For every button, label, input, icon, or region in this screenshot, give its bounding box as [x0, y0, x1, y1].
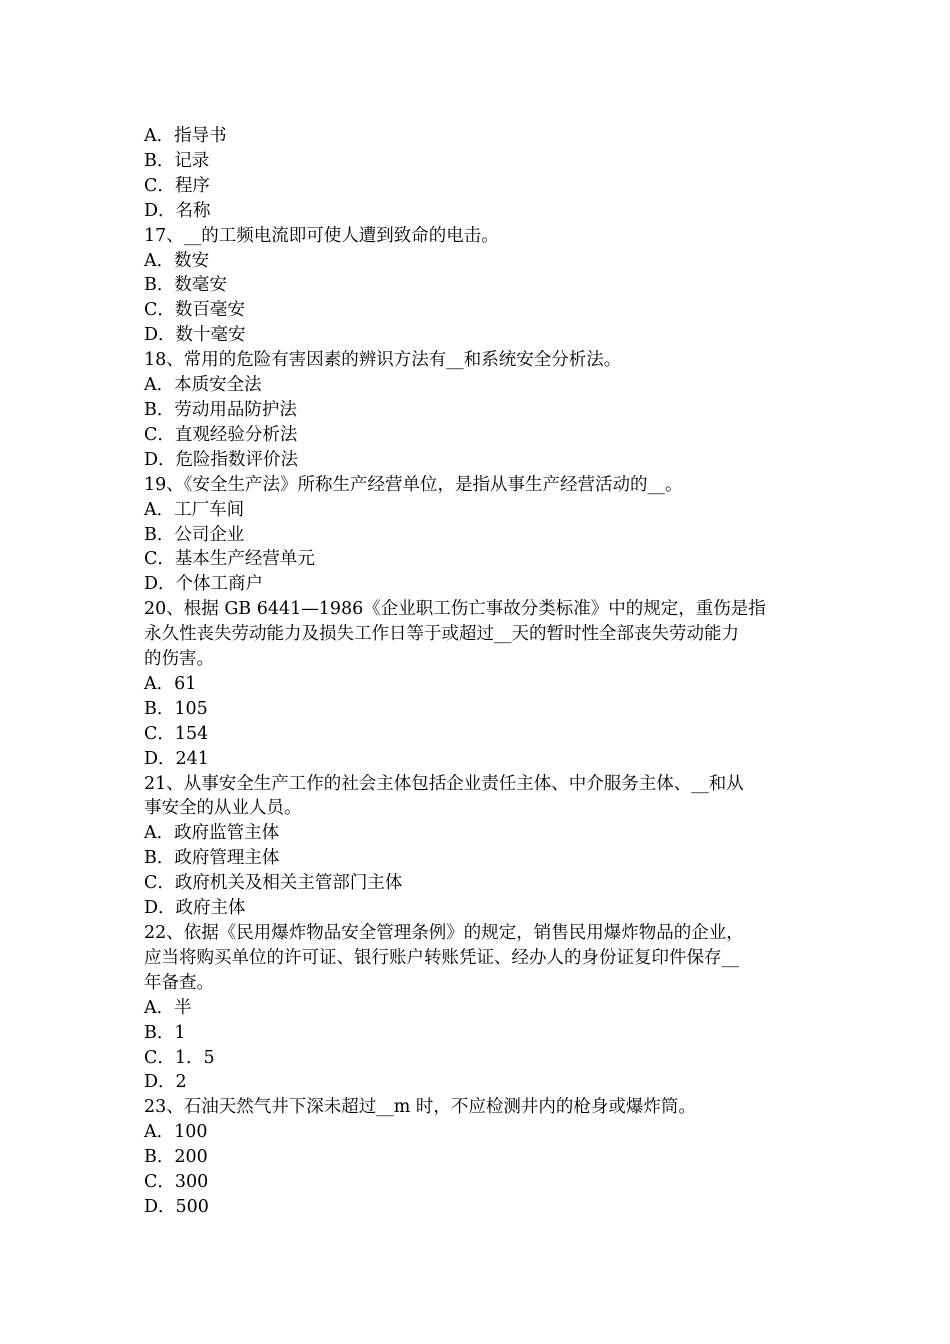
- text-line: D．危险指数评价法: [144, 449, 299, 470]
- text-line: C．政府机关及相关主管部门主体: [144, 873, 403, 894]
- text-line: C．基本生产经营单元: [144, 549, 315, 570]
- text-line: B．记录: [144, 150, 210, 171]
- text-line: 年备查。: [144, 972, 214, 993]
- text-line: C．程序: [144, 175, 210, 196]
- text-line: B．200: [144, 1147, 208, 1168]
- text-line: B．1: [144, 1022, 186, 1043]
- question-stem-line: 20、根据 GB 6441—1986《企业职工伤亡事故分类标准》中的规定，重伤是指: [144, 599, 766, 620]
- text-line: C．154: [144, 723, 209, 744]
- text-line: B．105: [144, 698, 208, 719]
- text-line: D．2: [144, 1072, 187, 1093]
- text-line: 事安全的从业人员。: [144, 798, 302, 819]
- text-line: B．劳动用品防护法: [144, 399, 297, 420]
- text-line: D．名称: [144, 200, 211, 221]
- text-line: 的伤害。: [144, 649, 214, 670]
- text-line: C．数百毫安: [144, 300, 245, 321]
- question-stem-line: 19、《安全生产法》所称生产经营单位，是指从事生产经营活动的__。: [144, 474, 683, 495]
- text-line: A．61: [144, 673, 197, 694]
- text-line: 永久性丧失劳动能力及损失工作日等于或超过__天的暂时性全部丧失劳动能力: [144, 624, 739, 645]
- question-list: [144, 124, 810, 1220]
- text-line: C．300: [144, 1172, 209, 1193]
- text-line: A．数安: [144, 250, 210, 271]
- text-line: B．政府管理主体: [144, 848, 280, 869]
- text-line: A．100: [144, 1122, 208, 1143]
- text-line: B．公司企业: [144, 524, 245, 545]
- text-line: A．工厂车间: [144, 499, 245, 520]
- question-stem-line: 22、依据《民用爆炸物品安全管理条例》的规定，销售民用爆炸物品的企业，: [144, 923, 744, 943]
- text-line: C．直观经验分析法: [144, 424, 298, 445]
- text-line: D．241: [144, 748, 209, 769]
- question-stem-line: 18、常用的危险有害因素的辨识方法有__和系统安全分析法。: [144, 350, 622, 371]
- text-line: A．指导书: [144, 126, 227, 146]
- question-stem-line: 23、石油天然气井下深未超过__m 时，不应检测井内的枪身或爆炸筒。: [144, 1097, 696, 1118]
- text-line: C．1．5: [144, 1047, 215, 1068]
- text-line: B．数毫安: [144, 275, 227, 296]
- text-line: A．本质安全法: [144, 375, 262, 396]
- text-line: D．500: [144, 1196, 209, 1217]
- text-line: D．政府主体: [144, 898, 246, 919]
- text-line: A．半: [144, 997, 192, 1018]
- question-stem-line: 17、__的工频电流即可使人遭到致命的电击。: [144, 225, 499, 246]
- text-line: A．政府监管主体: [144, 823, 280, 844]
- text-line: 应当将购买单位的许可证、银行账户转账凭证、经办人的身份证复印件保存__: [144, 947, 739, 968]
- question-stem-line: 21、从事安全生产工作的社会主体包括企业责任主体、中介服务主体、__和从: [144, 773, 744, 794]
- text-line: D．个体工商户: [144, 574, 264, 595]
- text-line: D．数十毫安: [144, 325, 246, 346]
